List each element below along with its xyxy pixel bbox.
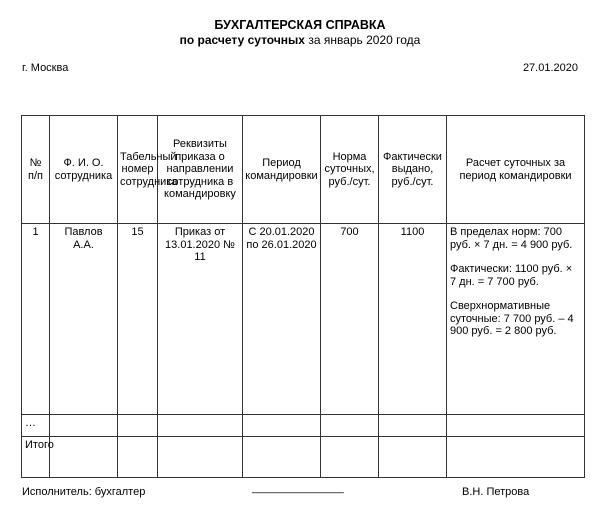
col-header-fio: Ф. И. О. сотрудника (50, 116, 118, 224)
cell-order: Приказ от 13.01.2020 № 11 (158, 224, 243, 415)
col-header-num: № п/п (22, 116, 50, 224)
calc-actual: Фактически: 1100 руб. × 7 дн. = 7 700 руб. (450, 263, 573, 288)
cell-total-label: Итого (22, 437, 50, 478)
cell-calc (447, 224, 585, 415)
col-header-norm: Норма суточных, руб./сут. (321, 116, 379, 224)
city: г. Москва (22, 62, 69, 74)
document-date: 27.01.2020 (522, 62, 578, 74)
cell-fact: 1100 (379, 224, 447, 415)
calc-excess: Сверхнормативные суточные: 7 700 руб. – 4 900 руб. = 2 800 руб. (450, 300, 574, 337)
col-header-period: Период командировки (243, 116, 321, 224)
table-row-ellipsis (22, 415, 585, 437)
cell-norm: 700 (321, 224, 379, 415)
document-title: БУХГАЛТЕРСКАЯ СПРАВКА (214, 18, 386, 32)
cell-period: С 20.01.2020 по 26.01.2020 (243, 224, 321, 415)
table-header-row (22, 116, 585, 224)
subtitle-period: за январь 2020 года (308, 33, 421, 47)
cell-ellipsis: … (22, 415, 50, 437)
col-header-order: Реквизиты приказа о направлении сотрудника в командировку (158, 116, 243, 224)
cell-num: 1 (22, 224, 50, 415)
col-header-tab: Табельный номер сотрудника (118, 116, 158, 224)
per-diem-table (21, 115, 585, 478)
calc-within-norm: В пределах норм: 700 руб. × 7 дн. = 4 900 руб. (450, 226, 573, 251)
executor-name: В.Н. Петрова (462, 486, 530, 498)
table-row-total (22, 437, 585, 478)
subtitle-bold: по расчету суточных (179, 33, 305, 47)
document-subtitle (0, 33, 600, 47)
signature-line: _______________ (252, 482, 344, 494)
col-header-fact: Фактически выдано, руб./сут. (379, 116, 447, 224)
table-row (22, 224, 585, 415)
cell-tab: 15 (118, 224, 158, 415)
executor-label: Исполнитель: бухгалтер (22, 486, 146, 498)
col-header-calc: Расчет суточных за период командировки (447, 116, 585, 224)
cell-fio: Павлов А.А. (50, 224, 118, 415)
